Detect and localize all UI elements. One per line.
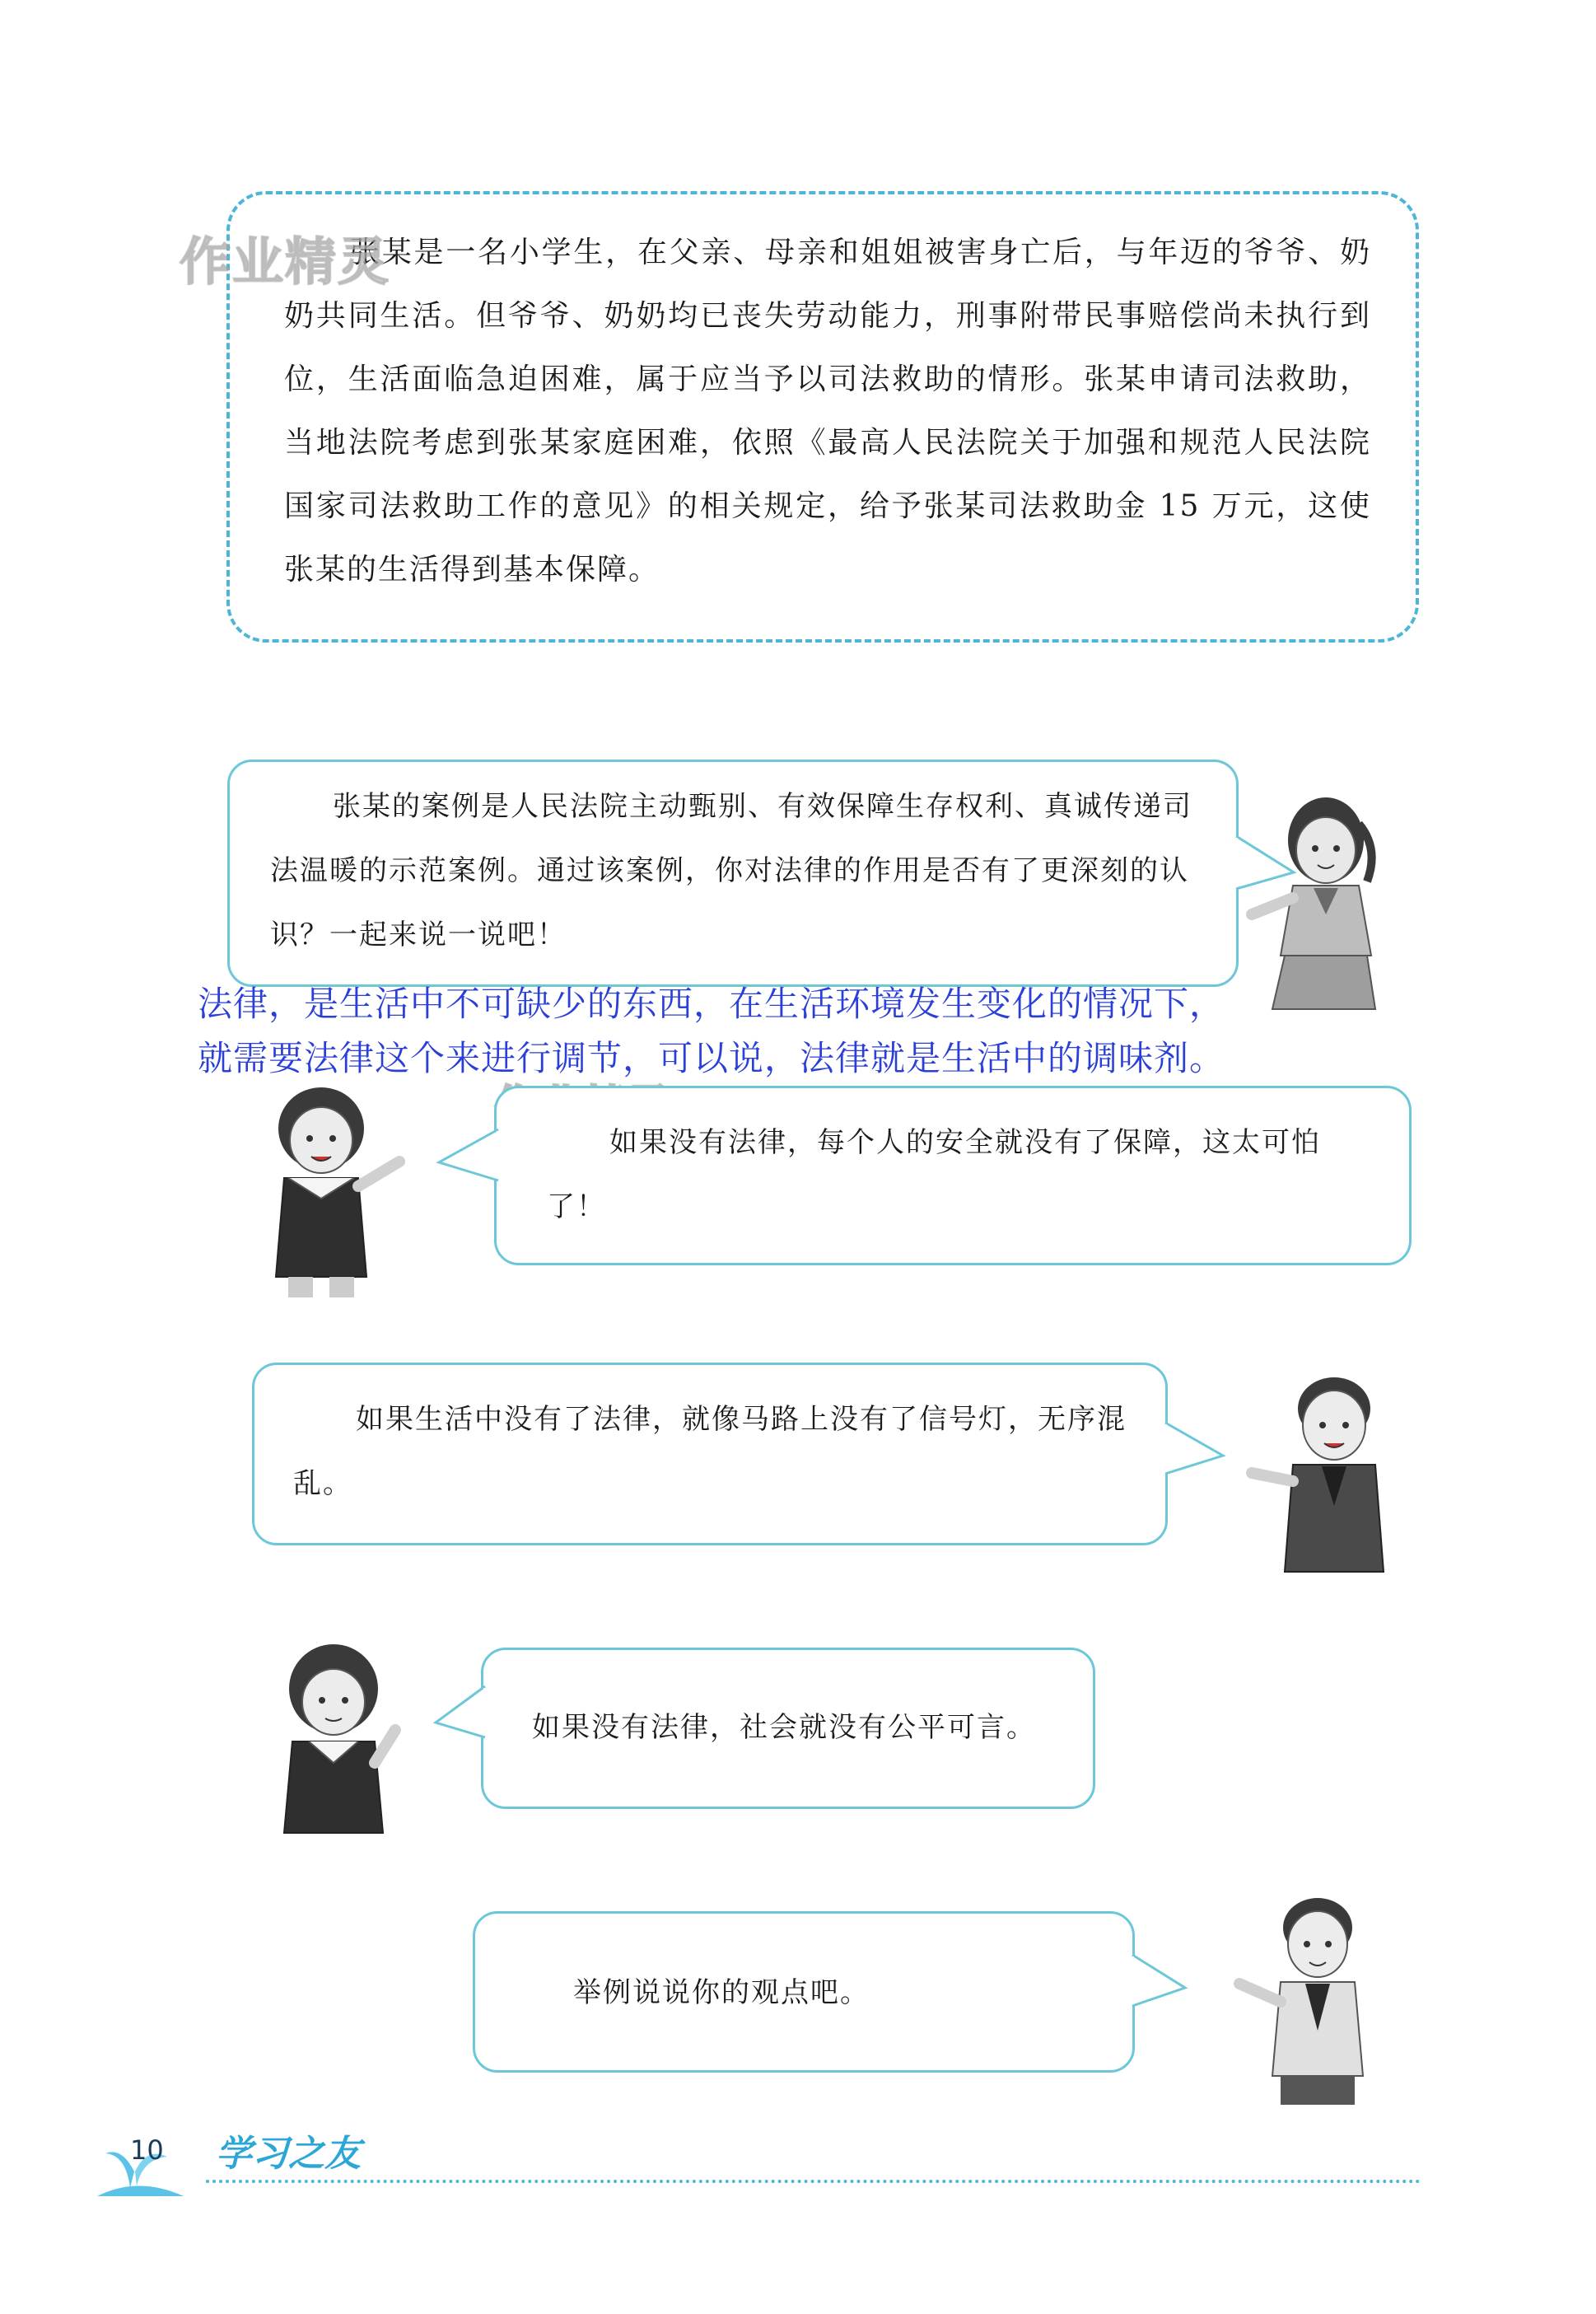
brand-title: 学习之友: [216, 2133, 361, 2175]
case-text: [284, 221, 1371, 601]
bubble-4-text: [532, 1695, 1076, 1760]
bubble-tail: [1132, 1955, 1198, 2021]
bubble-tail: [436, 1129, 502, 1195]
bubble-2-text: [547, 1110, 1379, 1239]
bubble-4-paragraph: 如果没有法律，社会就没有公平可言。: [532, 1711, 1036, 1744]
bubble-tail: [432, 1686, 490, 1752]
bubble-1-paragraph: 张某的案例是人民法院主动甄别、有效保障生存权利、真诚传递司法温暖的示范案例。通过该案例，你对法律的作用是否有了更深刻的认识？一起来说一说吧！: [270, 790, 1192, 951]
answer-line-2: 就需要法律这个来进行调节，可以说，法律就是生活中的调味剂。: [198, 1038, 1225, 1078]
bubble-tail: [1165, 1423, 1231, 1489]
page-number: 10: [130, 2134, 164, 2166]
bubble-3-paragraph: 如果生活中没有了法律，就像马路上没有了信号灯，无序混乱。: [293, 1403, 1127, 1500]
boy-figure-1: [1235, 1366, 1416, 1588]
footer-divider: [206, 2180, 1421, 2183]
case-paragraph: 张某是一名小学生，在父亲、母亲和姐姐被害身亡后，与年迈的爷爷、奶奶共同生活。但爷爷、奶奶均已丧失劳动能力，刑事附带民事赔偿尚未执行到位，生活面临急迫困难，属于应当予以司法救助的情形。张某申请司法救助，当地法院考虑到张某家庭困难，依照《最高人民法院关于加强和规范人民法院国家司法救助工作的意见》的相关规定，给予张某司法救助金 15 万元，这使张某的生活得到基本保障。: [284, 236, 1371, 587]
watermark-logo: 作业精灵: [180, 231, 391, 292]
bubble-5-text: [573, 1961, 1100, 2025]
girl-figure-2: [239, 1079, 420, 1302]
handwritten-answer: [198, 977, 1318, 1086]
bubble-5-paragraph: 举例说说你的观点吧。: [573, 1976, 870, 2009]
bubble-2-paragraph: 如果没有法律，每个人的安全就没有了保障，这太可怕了！: [547, 1126, 1321, 1223]
bubble-3-text: [293, 1387, 1133, 1516]
answer-line-1: 法律，是生活中不可缺少的东西，在生活环境发生变化的情况下，: [198, 984, 1225, 1024]
girl-figure-3: [251, 1639, 424, 1837]
boy-figure-2: [1219, 1886, 1400, 2109]
bubble-1-text: [270, 774, 1192, 967]
